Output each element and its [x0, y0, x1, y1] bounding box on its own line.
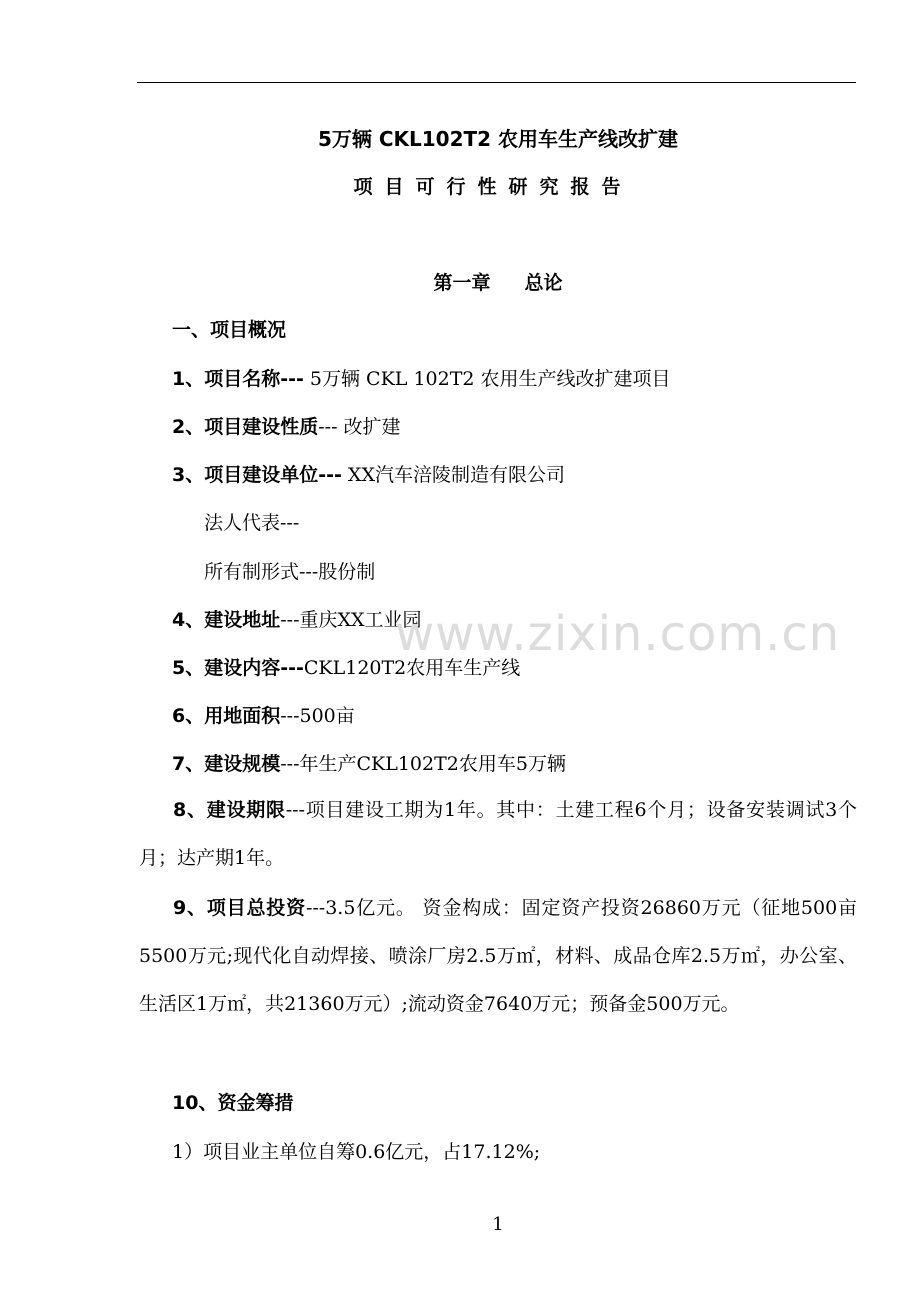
- item-construction-unit: [172, 460, 565, 487]
- item-construction-period: [139, 786, 857, 882]
- item-value: --- 改扩建: [318, 416, 401, 438]
- item-value: ---3.5亿元。 资金构成：固定资产投资26860万元（征地500亩5500万元;现代化自动焊接、喷涂厂房2.5万㎡，材料、成品仓库2.5万㎡，办公室、生活区1万㎡，共21360万元）;流动资金7640万元；预备金500万元。: [139, 897, 857, 1015]
- item-value: CKL120T2农用车生产线: [303, 657, 521, 679]
- section-heading: 一、项目概况: [172, 319, 287, 341]
- chapter-number: 第一章: [433, 272, 491, 294]
- item-ownership: 所有制形式---股份制: [204, 561, 376, 583]
- item-label: 5、建设内容---: [172, 657, 304, 679]
- page-number: 1: [492, 1214, 504, 1235]
- item-address: [172, 605, 422, 632]
- item-value: 5万辆 CKL 102T2 农用生产线改扩建项目: [303, 368, 671, 390]
- chapter-title: 总论: [524, 272, 563, 294]
- item-construction-nature: [172, 412, 401, 439]
- watermark: www.zixin.com.cn: [395, 606, 841, 662]
- item-value: ---年生产CKL102T2农用车5万辆: [280, 753, 566, 775]
- item-label: 6、用地面积: [172, 705, 281, 727]
- item-funding: 10、资金筹措: [172, 1092, 294, 1114]
- item-land-area: [172, 701, 355, 728]
- item-label: 1、项目名称---: [172, 368, 304, 390]
- item-legal-rep: 法人代表---: [204, 512, 300, 534]
- item-value: ---重庆XX工业园: [280, 609, 422, 631]
- chapter-heading: [0, 268, 920, 295]
- document-title-line1: 5万辆 CKL102T2 农用车生产线改扩建: [317, 127, 679, 151]
- item-label: 4、建设地址: [172, 609, 281, 631]
- item-scale: [172, 749, 566, 776]
- item-value: XX汽车涪陵制造有限公司: [341, 464, 565, 486]
- header-rule: [137, 82, 856, 83]
- item-label: 2、项目建设性质: [172, 416, 319, 438]
- item-label: 8、建设期限: [173, 799, 286, 821]
- item-label: 3、项目建设单位---: [172, 464, 342, 486]
- item-value: ---500亩: [280, 705, 355, 727]
- item-total-investment: [139, 884, 857, 1028]
- item-label: 7、建设规模: [172, 753, 281, 775]
- document-title-line2: 项目可行性研究报告: [353, 176, 633, 198]
- item-value: ---项目建设工期为1年。其中：土建工程6个月；设备安装调试3个月；达产期1年。: [139, 799, 857, 869]
- item-funding-1: 1）项目业主单位自筹0.6亿元，占17.12%;: [172, 1141, 541, 1163]
- item-project-name: [172, 364, 671, 391]
- item-label: 9、项目总投资: [173, 897, 306, 919]
